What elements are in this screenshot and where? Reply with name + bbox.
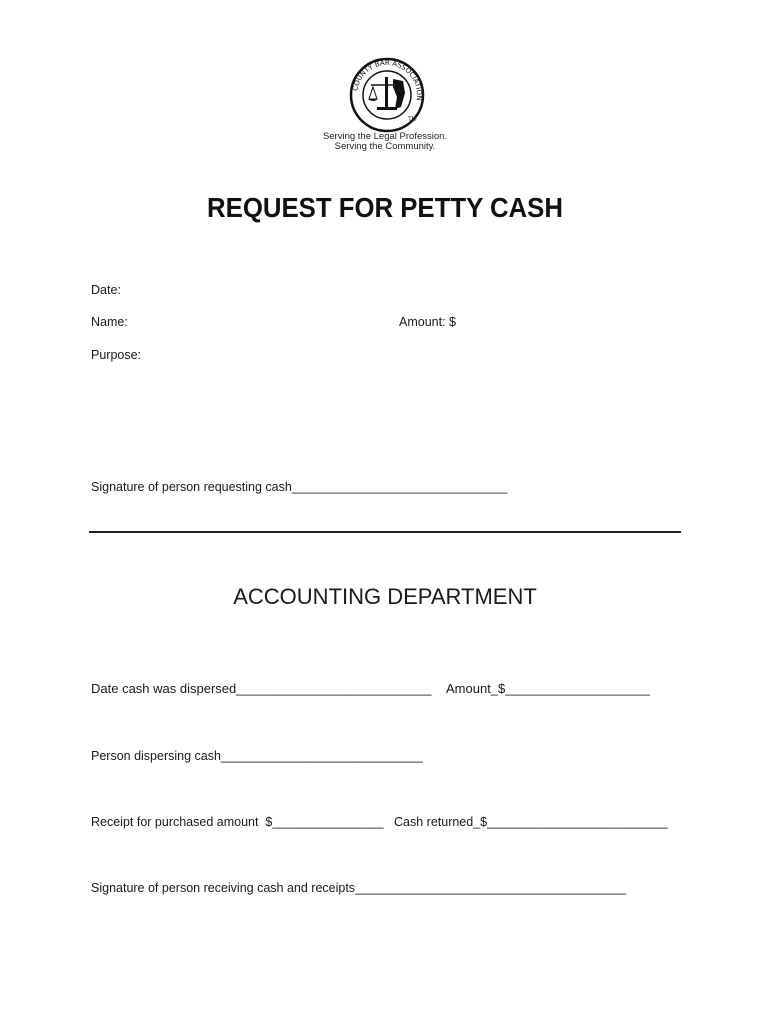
requestor-signature-line: Signature of person requesting cash_______________________________ xyxy=(91,480,508,494)
tagline xyxy=(290,132,480,152)
tagline-line-2: Serving the Community. xyxy=(334,141,436,152)
purpose-label: Purpose: xyxy=(91,348,142,362)
section-divider xyxy=(89,531,681,533)
date-dispersed-line: Date cash was dispersed___________________________ xyxy=(91,681,432,696)
seal-ring-text: COUNTY BAR ASSOCIATION xyxy=(351,58,424,102)
receipt-amount-line: Receipt for purchased amount $________________ xyxy=(91,815,388,829)
accounting-heading: ACCOUNTING DEPARTMENT xyxy=(233,584,537,609)
amount-label: Amount: $ xyxy=(399,315,456,329)
receiver-signature-line: Signature of person receiving cash and receipts_______________________________________ xyxy=(91,881,627,895)
form-title: REQUEST FOR PETTY CASH xyxy=(207,192,563,223)
name-label: Name: xyxy=(91,315,128,329)
person-dispersing-line: Person dispersing cash_____________________________ xyxy=(91,749,423,763)
tagline-line-1: Serving the Legal Profession. xyxy=(322,131,448,142)
trademark-mark: TM xyxy=(408,117,417,123)
date-label: Date: xyxy=(91,283,121,297)
accounting-amount-line: Amount_$____________________ xyxy=(446,681,650,696)
cash-returned-line: Cash returned_$__________________________ xyxy=(394,815,668,829)
